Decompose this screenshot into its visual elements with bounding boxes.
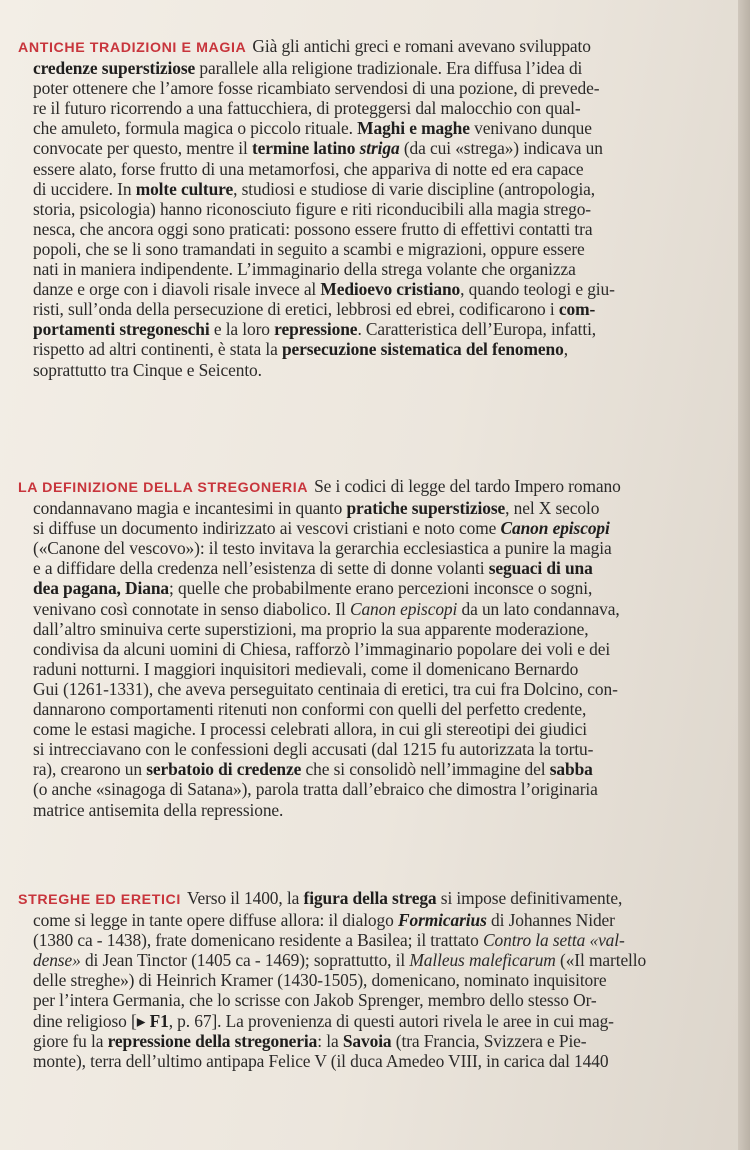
text-segment: matrice antisemita della repressione. <box>33 799 284 820</box>
text-segment: credenze superstiziose <box>33 58 196 79</box>
text-segment: di Jean Tinctor (1405 ca - 1469); soprattutto, il <box>80 950 410 971</box>
text-segment: delle streghe») di Heinrich Kramer (1430-1505), domenicano, nominato inquisitore <box>33 970 607 991</box>
text-segment: repressione della stregoneria <box>107 1030 318 1051</box>
text-segment: Medioevo cristiano <box>320 279 461 300</box>
text-segment: condannavano magia e incantesimi in quanto <box>33 498 347 519</box>
text-line <box>18 1051 738 1071</box>
section-antiche-tradizioni <box>18 36 738 380</box>
text-segment: che si consolidò nell’immagine del <box>301 759 550 780</box>
text-line <box>18 476 738 498</box>
text-segment: («Canone del vescovo»): il testo invitava la gerarchia ecclesiastica a punire la magia <box>33 538 612 559</box>
text-segment: termine latino <box>251 138 360 159</box>
text-line <box>18 990 738 1010</box>
text-segment: , p. 67]. La provenienza di questi autori rivela le aree in cui mag- <box>168 1010 614 1031</box>
section-heading: STREGHE ED ERETICI <box>18 892 181 908</box>
text-line <box>18 58 738 78</box>
section-heading: ANTICHE TRADIZIONI E MAGIA <box>18 40 247 56</box>
text-segment: , <box>563 339 568 360</box>
text-line <box>18 1011 738 1031</box>
text-line <box>18 339 738 359</box>
text-segment: Formicarius <box>397 910 487 931</box>
text-segment: figura della strega <box>303 888 437 908</box>
text-segment: poter ottenere che l’amore fosse ricambiato servendosi di una pozione, di prevede- <box>33 78 600 99</box>
text-segment: Savoia <box>342 1030 392 1051</box>
text-line <box>18 599 738 619</box>
text-line <box>18 138 738 158</box>
text-line <box>18 970 738 990</box>
text-line <box>18 639 738 659</box>
text-line <box>18 1031 738 1051</box>
text-line <box>18 299 738 319</box>
text-segment: dine religioso [ <box>33 1010 137 1031</box>
text-segment: da un lato condannava, <box>457 598 620 619</box>
text-segment: Canon episcopi <box>500 518 610 539</box>
text-segment: Già gli antichi greci e romani avevano sviluppato <box>252 36 591 56</box>
text-line <box>18 930 738 950</box>
text-line <box>18 118 738 138</box>
text-segment: ra), crearono un <box>33 759 147 780</box>
text-segment: dall’altro sminuiva certe superstizioni, ma proprio la sua apparente moderazione, <box>33 618 589 639</box>
text-segment: Maghi e maghe <box>357 118 470 139</box>
text-segment: Canon episcopi <box>349 598 458 619</box>
text-segment: Contro la setta «val- <box>483 930 625 951</box>
text-segment: molte culture <box>135 178 234 199</box>
text-line <box>18 179 738 199</box>
text-line <box>18 498 738 518</box>
text-segment: , quando teologi e giu- <box>460 279 615 300</box>
text-line <box>18 319 738 339</box>
text-segment: giore fu la <box>33 1030 108 1051</box>
text-line <box>18 199 738 219</box>
text-segment: venivano dunque <box>469 118 592 139</box>
text-segment: soprattutto tra Cinque e Seicento. <box>33 359 262 380</box>
text-line <box>18 279 738 299</box>
text-segment: di uccidere. In <box>33 178 136 199</box>
text-segment: si diffuse un documento indirizzato ai vescovi cristiani e noto come <box>33 518 501 539</box>
text-segment: si impose definitivamente, <box>436 888 623 908</box>
text-segment: serbatoio di credenze <box>146 759 302 780</box>
text-segment: . Caratteristica dell’Europa, infatti, <box>357 319 597 340</box>
text-line <box>18 888 738 910</box>
text-line <box>18 719 738 739</box>
text-line <box>18 538 738 558</box>
text-line <box>18 360 738 380</box>
text-segment: Verso il 1400, la <box>186 888 304 908</box>
text-segment: sabba <box>549 759 593 780</box>
text-segment: come si legge in tante opere diffuse allora: il dialogo <box>33 910 398 931</box>
text-segment: Malleus maleficarum <box>409 950 556 971</box>
text-segment: ▸ F1 <box>136 1010 169 1031</box>
text-segment: re il futuro ricorrendo a una fattucchiera, di proteggersi dal malocchio con qual- <box>33 98 581 119</box>
text-segment: storia, psicologia) hanno riconosciuto figure e riti riconducibili alla magia strego- <box>33 198 591 219</box>
text-segment: dense» <box>33 950 81 971</box>
text-line <box>18 800 738 820</box>
text-segment: com- <box>558 299 596 320</box>
text-segment: parallele alla religione tradizionale. Era diffusa l’idea di <box>195 58 583 79</box>
text-line <box>18 759 738 779</box>
text-line <box>18 159 738 179</box>
text-segment: striga <box>359 138 400 159</box>
text-line <box>18 659 738 679</box>
text-segment: («Il martello <box>555 950 647 971</box>
text-segment: dea pagana, Diana <box>33 578 170 599</box>
text-line <box>18 36 738 58</box>
text-segment: condivisa da alcuni uomini di Chiesa, rafforzò l’immaginario popolare dei voli e dei <box>33 638 611 659</box>
text-line <box>18 779 738 799</box>
text-segment: e la loro <box>209 319 275 340</box>
text-segment: danze e orge con i diavoli risale invece al <box>33 279 321 300</box>
text-segment: dannarono comportamenti ritenuti non conformi con quelli del perfetto credente, <box>33 699 587 720</box>
text-line <box>18 679 738 699</box>
text-segment: monte), terra dell’ultimo antipapa Felice V (il duca Amedeo VIII, in carica dal 1440 <box>33 1050 609 1071</box>
text-segment: di Johannes Nider <box>486 910 615 931</box>
text-segment: Se i codici di legge del tardo Impero romano <box>314 476 621 496</box>
text-segment: che amuleto, formula magica o piccolo rituale. <box>33 118 358 139</box>
text-segment: nati in maniera indipendente. L’immaginario della strega volante che organizza <box>33 259 576 280</box>
text-segment: (da cui «strega») indicava un <box>399 138 603 159</box>
text-segment: per l’intera Germania, che lo scrisse con Jakob Sprenger, membro dello stesso Or- <box>33 990 597 1011</box>
text-segment: si intrecciavano con le confessioni degli accusati (dal 1215 fu autorizzata la tortu- <box>33 739 594 760</box>
text-line <box>18 578 738 598</box>
section-definizione-stregoneria <box>18 476 738 820</box>
text-segment: persecuzione sistematica del fenomeno <box>281 339 564 360</box>
text-line <box>18 619 738 639</box>
text-segment: (o anche «sinagoga di Satana»), parola tratta dall’ebraico che dimostra l’originaria <box>33 779 598 800</box>
text-segment: convocate per questo, mentre il <box>33 138 252 159</box>
text-segment: essere alato, forse frutto di una metamorfosi, che appariva di notte ed era capace <box>33 158 584 179</box>
page-edge-shadow <box>738 0 750 1150</box>
text-segment: , studiosi e studiose di varie discipline (antropologia, <box>233 178 596 199</box>
text-segment: come le estasi magiche. I processi celebrati allora, in cui gli stereotipi dei giudici <box>33 719 587 740</box>
text-segment: : la <box>317 1030 343 1051</box>
text-line <box>18 739 738 759</box>
text-segment: , nel X secolo <box>505 498 600 519</box>
text-line <box>18 98 738 118</box>
text-line <box>18 699 738 719</box>
text-line <box>18 78 738 98</box>
section-heading: LA DEFINIZIONE DELLA STREGONERIA <box>18 480 309 496</box>
text-segment: raduni notturni. I maggiori inquisitori medievali, come il domenicano Bernardo <box>33 658 579 679</box>
text-segment: ; quelle che probabilmente erano percezioni inconsce o sogni, <box>169 578 593 599</box>
text-segment: seguaci di una <box>488 558 593 579</box>
text-line <box>18 910 738 930</box>
text-line <box>18 239 738 259</box>
text-line <box>18 950 738 970</box>
text-line <box>18 219 738 239</box>
text-segment: rispetto ad altri continenti, è stata la <box>33 339 282 360</box>
text-line <box>18 558 738 578</box>
section-streghe-eretici <box>18 888 738 1071</box>
text-segment: venivano così connotate in senso diabolico. Il <box>33 598 350 619</box>
text-line <box>18 518 738 538</box>
text-segment: Gui (1261-1331), che aveva perseguitato centinaia di eretici, tra cui fra Dolcino, con- <box>33 678 618 699</box>
text-segment: risti, sull’onda della persecuzione di eretici, lebbrosi ed ebrei, codificarono i <box>33 299 559 320</box>
text-segment: portamenti stregoneschi <box>33 319 210 340</box>
text-segment: (1380 ca - 1438), frate domenicano residente a Basilea; il trattato <box>33 930 484 951</box>
text-segment: nesca, che ancora oggi sono praticati: possono essere frutto di effettivi contatti tra <box>33 218 593 239</box>
text-segment: pratiche superstiziose <box>346 498 506 519</box>
text-segment: (tra Francia, Svizzera e Pie- <box>391 1030 587 1051</box>
text-segment: e a diffidare della credenza nell’esistenza di sette di donne volanti <box>33 558 489 579</box>
text-segment: popoli, che se li sono tramandati in seguito a scambi e migrazioni, oppure essere <box>33 238 585 259</box>
text-line <box>18 259 738 279</box>
text-segment: repressione <box>274 319 358 340</box>
